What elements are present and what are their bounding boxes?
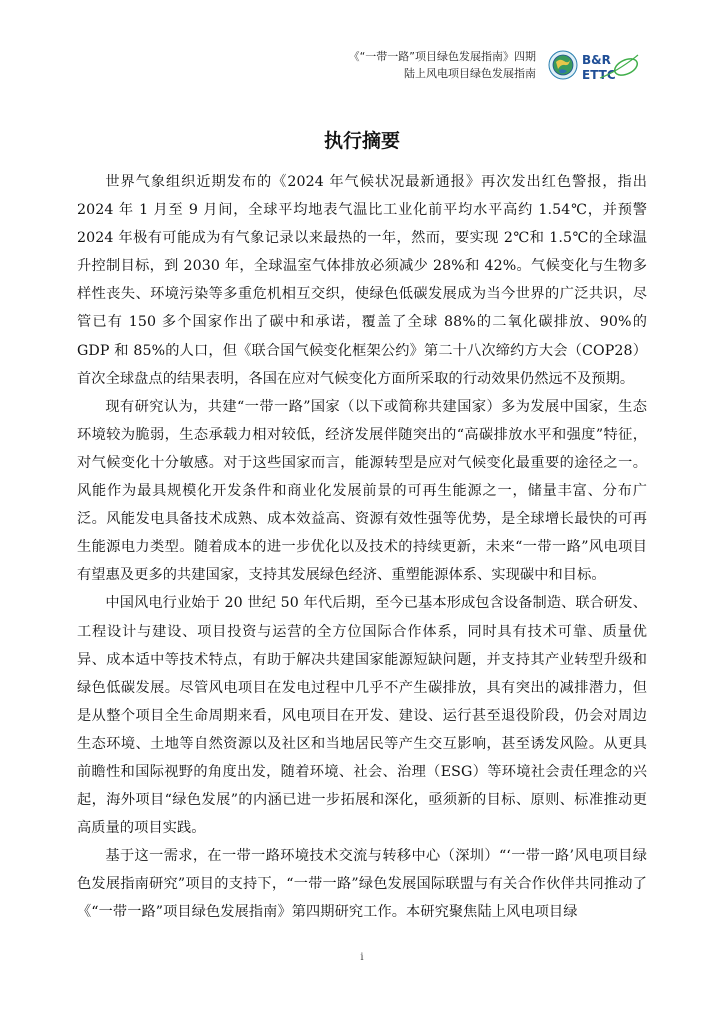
header-line-2: 陆上风电项目绿色发展指南 [404, 67, 536, 80]
bretc-logo-icon [580, 51, 640, 83]
page-header [220, 48, 640, 88]
paragraph: 基于这一需求，在一带一路环境技术交流与转移中心（深圳）“‘一带一路’风电项目绿色发展指南研究”项目的支持下，“一带一路”绿色发展国际联盟与有关合作伙伴共同推动了《“一带一路”项目绿色发展指南》第四期研究工作。本研究聚焦陆上风电项目绿 [77, 848, 647, 921]
paragraph: 世界气象组织近期发布的《2024 年气候状况最新通报》再次发出红色警报，指出 2024 年 1 月至 9 月间，全球平均地表气温比工业化前平均水平高约 1.54℃，并预警 2024 年极有可能成为有气象记录以来最热的一年，然而，要实现 2℃和 1.5℃的全球温升控制目标，到 2030 年，全球温室气体排放必须减少 28%和 42%。气候变化与生物多样性丧失、环境污染等多重危机相互交织，使绿色低碳发展成为当今世界的广泛共识，尽管已有 150 多个国家作出了碳中和承诺，覆盖了全球 88%的二氧化碳排放、90%的 GDP 和 85%的人口，但《联合国气候变化框架公约》第二十八次缔约方大会（COP28）首次全球盘点的结果表明，各国在应对气候变化方面所采取的行动效果仍然远不及预期。 [77, 174, 647, 387]
paragraph: 现有研究认为，共建“一带一路”国家（以下或简称共建国家）多为发展中国家，生态环境较为脆弱，生态承载力相对较低，经济发展伴随突出的“高碳排放水平和强度”特征，对气候变化十分敏感。对于这些国家而言，能源转型是应对气候变化最重要的途径之一。风能作为最具规模化开发条件和商业化发展前景的可再生能源之一，储量丰富、分布广泛。风能发电具备技术成熟、成本效益高、资源有效性强等优势，是全球增长最快的可再生能源电力类型。随着成本的进一步优化以及技术的持续更新，未来“一带一路”风电项目有望惠及更多的共建国家，支持其发展绿色经济、重塑能源体系、实现碳中和目标。 [77, 398, 647, 584]
header-text [349, 48, 536, 82]
logo-text-2: ETTC [582, 68, 616, 82]
page-number: i [360, 952, 364, 963]
paragraph: 中国风电行业始于 20 世纪 50 年代后期，至今已基本形成包含设备制造、联合研发、工程设计与建设、项目投资与运营的全方位国际合作体系，同时具有技术可靠、质量优异、成本适中等技术特点，有助于解决共建国家能源短缺问题，并支持其产业转型升级和绿色低碳发展。尽管风电项目在发电过程中几乎不产生碳排放，具有突出的减排潜力，但是从整个项目全生命周期来看，风电项目在开发、建设、运行甚至退役阶段，仍会对周边生态环境、土地等自然资源以及社区和当地居民等产生交互影响，甚至诱发风险。从更具前瞻性和国际视野的角度出发，随着环境、社会、治理（ESG）等环境社会责任理念的兴起，海外项目“绿色发展”的内涵已进一步拓展和深化，亟须新的目标、原则、标准推动更高质量的项目实践。 [77, 595, 647, 837]
page-title: 执行摘要 [323, 130, 400, 152]
body-text [77, 168, 647, 927]
globe-logo-icon [548, 50, 578, 80]
logo-text-1: B&R [582, 53, 611, 67]
header-line-1: 《“一带一路”项目绿色发展指南》四期 [348, 50, 536, 63]
